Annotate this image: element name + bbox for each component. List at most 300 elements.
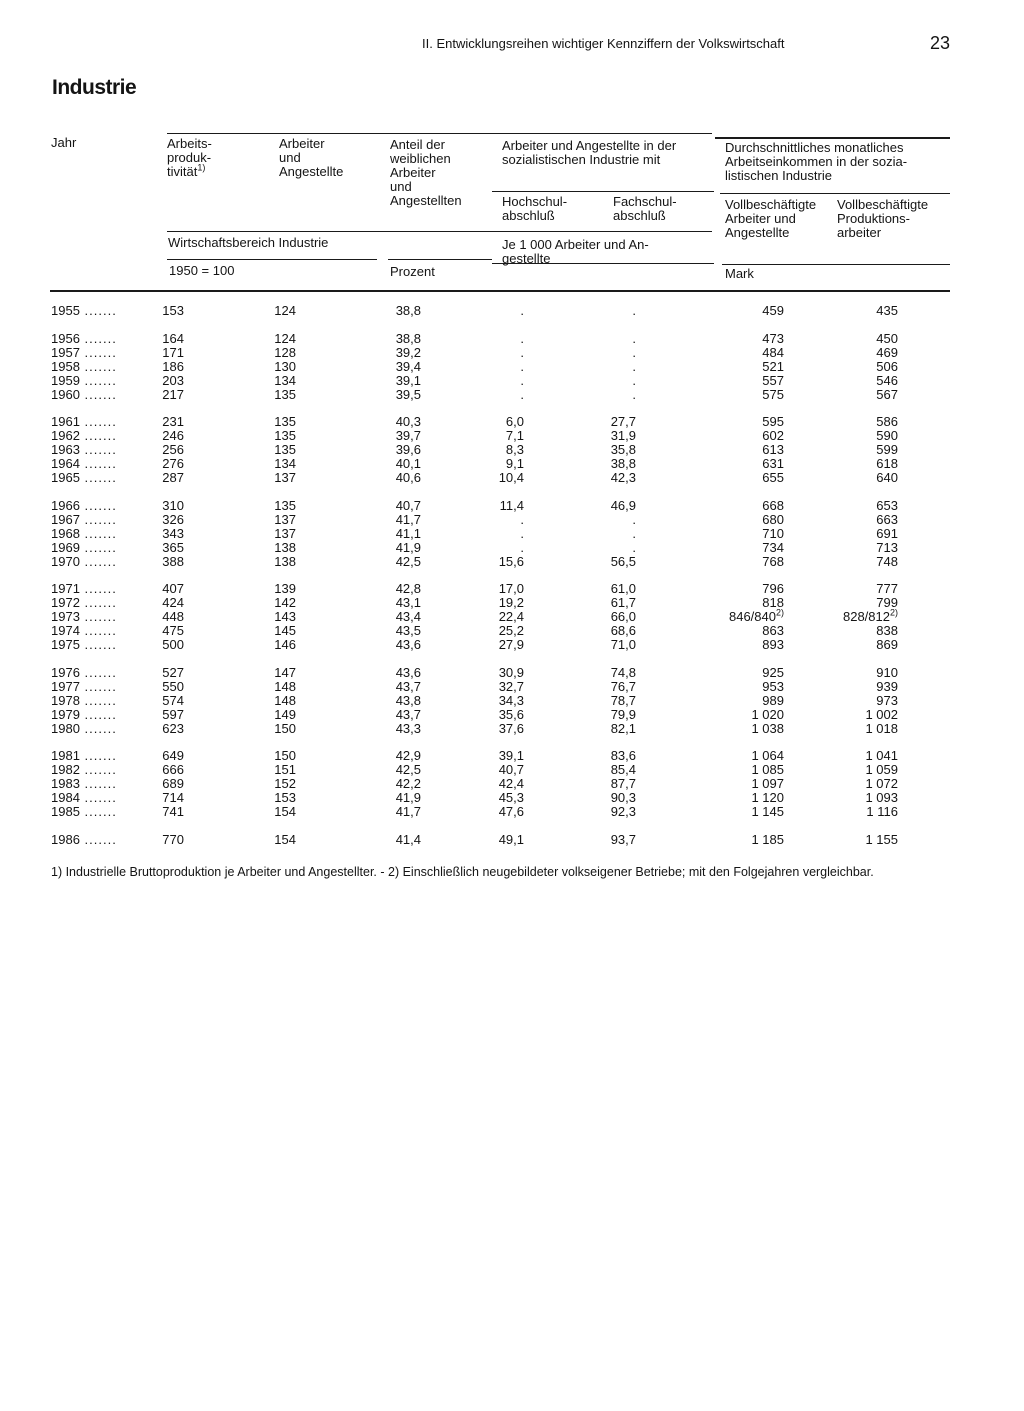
cell-vollbesch-arbeiter: 863 <box>762 623 784 639</box>
cell-vollbesch-arbeiter: 631 <box>762 456 784 472</box>
cell-hochschul: 42,4 <box>498 776 524 792</box>
cell-hochschul: 9,1 <box>505 456 524 472</box>
cell-vollbesch-arbeiter: 680 <box>762 511 784 527</box>
cell-fachschul: 46,9 <box>610 497 636 513</box>
year-leader-dots: ....... <box>79 497 117 513</box>
year-leader-dots: ....... <box>79 330 117 346</box>
year-value: 1958 <box>51 358 80 374</box>
cell-arbeitsproduktivitaet: 770 <box>162 831 184 847</box>
year-value: 1960 <box>51 386 80 402</box>
cell-year <box>51 374 117 388</box>
cell-arbeitsproduktivitaet: 231 <box>162 414 184 430</box>
cell-arbeiter-angestellte: 151 <box>274 762 296 778</box>
cell-vollbesch-arbeiter: 925 <box>762 664 784 680</box>
cell-anteil-weiblich: 43,3 <box>395 720 421 736</box>
header-einkommen-group: Durchschnittliches monatliches Arbeitseinkommen in der sozia- listischen Industrie <box>725 140 908 183</box>
cell-arbeiter-angestellte: 149 <box>274 706 296 722</box>
cell-hochschul: 8,3 <box>505 442 524 458</box>
year-value: 1979 <box>51 706 80 722</box>
year-value: 1982 <box>51 762 80 778</box>
cell-year <box>51 429 117 443</box>
cell-hochschul: . <box>520 303 524 318</box>
year-leader-dots: ....... <box>79 664 117 680</box>
cell-fachschul: 42,3 <box>610 470 636 485</box>
cell-arbeiter-angestellte: 154 <box>274 804 296 819</box>
year-value: 1976 <box>51 664 80 680</box>
cell-hochschul: 15,6 <box>498 553 524 569</box>
cell-anteil-weiblich: 39,7 <box>395 428 421 444</box>
year-value: 1962 <box>51 428 80 444</box>
year-leader-dots: ....... <box>79 344 117 360</box>
cell-arbeitsproduktivitaet: 310 <box>162 497 184 513</box>
cell-arbeitsproduktivitaet: 365 <box>162 539 184 555</box>
cell-arbeiter-angestellte: 146 <box>274 637 296 652</box>
year-leader-dots: ....... <box>79 706 117 722</box>
cell-hochschul: 17,0 <box>498 581 524 597</box>
cell-arbeiter-angestellte: 142 <box>274 595 296 611</box>
cell-arbeitsproduktivitaet: 649 <box>162 748 184 764</box>
year-value: 1972 <box>51 595 80 611</box>
cell-hochschul: 39,1 <box>498 748 524 764</box>
cell-vollbesch-produktion: 973 <box>876 692 898 708</box>
cell-year <box>51 304 117 318</box>
cell-arbeitsproduktivitaet: 407 <box>162 581 184 597</box>
cell-year <box>51 680 117 694</box>
cell-arbeiter-angestellte: 130 <box>274 358 296 374</box>
cell-arbeiter-angestellte: 135 <box>274 386 296 402</box>
cell-hochschul: 22,4 <box>498 609 524 625</box>
cell-vollbesch-arbeiter: 557 <box>762 372 784 388</box>
cell-vollbesch-produktion: 869 <box>876 637 898 652</box>
cell-anteil-weiblich: 41,9 <box>395 790 421 806</box>
cell-vollbesch-arbeiter: 818 <box>762 595 784 611</box>
cell-year <box>51 360 117 374</box>
cell-vollbesch-produktion: 435 <box>876 303 898 318</box>
cell-vollbesch-arbeiter: 989 <box>762 692 784 708</box>
cell-fachschul: 66,0 <box>610 609 636 625</box>
header-mark: Mark <box>725 266 754 281</box>
cell-fachschul: . <box>632 525 636 541</box>
cell-year <box>51 610 117 624</box>
cell-fachschul: 82,1 <box>610 720 636 736</box>
cell-hochschul: 6,0 <box>505 414 524 430</box>
cell-year <box>51 513 117 527</box>
cell-anteil-weiblich: 39,6 <box>395 442 421 458</box>
cell-vollbesch-produktion: 469 <box>876 344 898 360</box>
cell-anteil-weiblich: 43,7 <box>395 706 421 722</box>
cell-hochschul: 34,3 <box>498 692 524 708</box>
cell-anteil-weiblich: 38,8 <box>395 303 421 318</box>
year-value: 1975 <box>51 637 80 652</box>
cell-vollbesch-produktion: 1 155 <box>865 831 898 847</box>
cell-anteil-weiblich: 39,1 <box>395 372 421 388</box>
year-leader-dots: ....... <box>79 470 117 485</box>
cell-fachschul: . <box>632 386 636 402</box>
cell-anteil-weiblich: 41,9 <box>395 539 421 555</box>
cell-anteil-weiblich: 40,3 <box>395 414 421 430</box>
cell-vollbesch-produktion: 838 <box>876 623 898 639</box>
cell-hochschul: 10,4 <box>498 470 524 485</box>
cell-fachschul: 83,6 <box>610 748 636 764</box>
cell-arbeitsproduktivitaet: 164 <box>162 330 184 346</box>
cell-arbeitsproduktivitaet: 448 <box>162 609 184 625</box>
cell-anteil-weiblich: 42,5 <box>395 553 421 569</box>
year-value: 1985 <box>51 804 80 819</box>
cell-anteil-weiblich: 43,1 <box>395 595 421 611</box>
table-row <box>0 694 1024 708</box>
cell-hochschul: 45,3 <box>498 790 524 806</box>
cell-fachschul: 61,7 <box>610 595 636 611</box>
cell-vollbesch-produktion: 748 <box>876 553 898 569</box>
cell-vollbesch-arbeiter: 575 <box>762 386 784 402</box>
cell-hochschul: . <box>520 372 524 388</box>
prozent-rule <box>388 259 492 260</box>
year-value: 1973 <box>51 609 80 625</box>
cell-vollbesch-arbeiter: 602 <box>762 428 784 444</box>
header-vollbesch-produktion: Vollbeschäftigte Produktions- arbeiter <box>837 197 929 240</box>
year-value: 1974 <box>51 623 80 639</box>
cell-hochschul: 25,2 <box>498 623 524 639</box>
year-leader-dots: ....... <box>79 762 117 778</box>
cell-year <box>51 791 117 805</box>
cell-year <box>51 763 117 777</box>
cell-hochschul: . <box>520 525 524 541</box>
cell-arbeiter-angestellte: 138 <box>274 553 296 569</box>
cell-vollbesch-arbeiter: 473 <box>762 330 784 346</box>
cell-fachschul: 78,7 <box>610 692 636 708</box>
cell-arbeiter-angestellte: 137 <box>274 525 296 541</box>
cell-hochschul: 37,6 <box>498 720 524 736</box>
cell-fachschul: 79,9 <box>610 706 636 722</box>
year-leader-dots: ....... <box>79 525 117 541</box>
cell-hochschul: 35,6 <box>498 706 524 722</box>
year-value: 1968 <box>51 525 80 541</box>
year-value: 1984 <box>51 790 80 806</box>
cell-vollbesch-produktion: 1 116 <box>866 804 898 819</box>
year-value: 1986 <box>51 831 80 847</box>
table-row <box>0 805 1024 819</box>
cell-fachschul: 56,5 <box>610 553 636 569</box>
cell-arbeiter-angestellte: 152 <box>274 776 296 792</box>
year-leader-dots: ....... <box>79 372 117 388</box>
year-leader-dots: ....... <box>79 539 117 555</box>
cell-year <box>51 749 117 763</box>
cell-hochschul: 11,4 <box>499 497 524 513</box>
footnote-ref-2: 2) <box>889 607 898 618</box>
cell-anteil-weiblich: 41,4 <box>395 831 421 847</box>
cell-arbeitsproduktivitaet: 689 <box>162 776 184 792</box>
cell-vollbesch-arbeiter: 1 020 <box>751 706 784 722</box>
cell-fachschul: 31,9 <box>610 428 636 444</box>
cell-arbeitsproduktivitaet: 276 <box>162 456 184 472</box>
cell-vollbesch-arbeiter: 734 <box>762 539 784 555</box>
cell-vollbesch-produktion: 506 <box>876 358 898 374</box>
cell-vollbesch-produktion: 567 <box>876 386 898 402</box>
cell-arbeitsproduktivitaet: 424 <box>162 595 184 611</box>
running-head: II. Entwicklungsreihen wichtiger Kennziffern der Volkswirtschaft <box>422 36 785 51</box>
cell-arbeitsproduktivitaet: 343 <box>162 525 184 541</box>
table-row <box>0 666 1024 680</box>
cell-arbeiter-angestellte: 135 <box>274 442 296 458</box>
cell-vollbesch-arbeiter: 668 <box>762 497 784 513</box>
cell-vollbesch-produktion: 1 059 <box>865 762 898 778</box>
cell-anteil-weiblich: 41,7 <box>395 511 421 527</box>
cell-vollbesch-produktion: 663 <box>876 511 898 527</box>
group-rule-sozialistisch <box>492 191 714 192</box>
cell-vollbesch-produktion: 618 <box>876 456 898 472</box>
table-row <box>0 607 1024 625</box>
cell-hochschul: . <box>520 511 524 527</box>
table-row <box>0 722 1024 736</box>
cell-vollbesch-arbeiter: 893 <box>762 637 784 652</box>
cell-anteil-weiblich: 41,1 <box>395 525 421 541</box>
cell-arbeitsproduktivitaet: 186 <box>162 358 184 374</box>
cell-hochschul: . <box>520 358 524 374</box>
cell-arbeiter-angestellte: 139 <box>274 581 296 597</box>
table-row <box>0 582 1024 596</box>
cell-anteil-weiblich: 42,9 <box>395 748 421 764</box>
header-wirtschaftsbereich: Wirtschaftsbereich Industrie <box>168 235 329 250</box>
cell-anteil-weiblich: 38,8 <box>395 330 421 346</box>
cell-vollbesch-produktion: 939 <box>876 678 898 694</box>
cell-year <box>51 346 117 360</box>
cell-anteil-weiblich: 40,7 <box>395 497 421 513</box>
page-number: 23 <box>930 33 951 53</box>
cell-year <box>51 777 117 791</box>
cell-hochschul: . <box>520 539 524 555</box>
cell-vollbesch-arbeiter: 796 <box>762 581 784 597</box>
cell-vollbesch-arbeiter: 710 <box>762 525 784 541</box>
table-row <box>0 791 1024 805</box>
cell-anteil-weiblich: 43,4 <box>395 609 421 625</box>
cell-fachschul: . <box>632 303 636 318</box>
cell-vollbesch-arbeiter: 595 <box>762 414 784 430</box>
cell-year <box>51 805 117 819</box>
group-rule-einkommen <box>720 193 950 194</box>
year-value: 1961 <box>51 414 80 430</box>
cell-arbeitsproduktivitaet: 741 <box>162 804 184 819</box>
cell-vollbesch-produktion: 1 018 <box>865 720 898 736</box>
wirtschaftsbereich-rule-top <box>167 231 712 232</box>
cell-arbeitsproduktivitaet: 527 <box>162 664 184 680</box>
header-fachschul: Fachschul- abschluß <box>613 194 677 223</box>
cell-arbeiter-angestellte: 147 <box>274 664 296 680</box>
cell-arbeiter-angestellte: 154 <box>274 831 296 847</box>
cell-vollbesch-arbeiter: 484 <box>762 344 784 360</box>
header-vollbesch-arbeiter: Vollbeschäftigte Arbeiter und Angestellte <box>725 197 817 240</box>
mark-rule <box>722 264 950 265</box>
cell-arbeiter-angestellte: 135 <box>274 497 296 513</box>
year-value: 1957 <box>51 344 80 360</box>
cell-arbeitsproduktivitaet: 666 <box>162 762 184 778</box>
table-row <box>0 304 1024 318</box>
table-row <box>0 429 1024 443</box>
year-leader-dots: ....... <box>79 358 117 374</box>
cell-fachschul: 35,8 <box>610 442 636 458</box>
header-jahr: Jahr <box>51 135 77 150</box>
table-row <box>0 457 1024 471</box>
cell-vollbesch-arbeiter: 1 185 <box>751 831 784 847</box>
cell-arbeitsproduktivitaet: 217 <box>162 386 184 402</box>
cell-year <box>51 638 117 652</box>
cell-anteil-weiblich: 43,6 <box>395 637 421 652</box>
year-value: 1983 <box>51 776 80 792</box>
header-index-base: 1950 = 100 <box>169 263 235 278</box>
table-row <box>0 388 1024 402</box>
cell-fachschul: . <box>632 330 636 346</box>
section-title: Industrie <box>52 76 137 99</box>
cell-arbeitsproduktivitaet: 326 <box>162 511 184 527</box>
year-value: 1981 <box>51 748 80 764</box>
footnote-ref-2: 2) <box>775 607 784 618</box>
year-value: 1956 <box>51 330 80 346</box>
cell-vollbesch-arbeiter: 521 <box>762 358 784 374</box>
table-row <box>0 638 1024 652</box>
cell-arbeitsproduktivitaet: 388 <box>162 553 184 569</box>
cell-arbeiter-angestellte: 153 <box>274 790 296 806</box>
cell-arbeiter-angestellte: 138 <box>274 539 296 555</box>
cell-year <box>51 582 117 596</box>
cell-hochschul: . <box>520 330 524 346</box>
cell-fachschul: 71,0 <box>610 637 636 652</box>
year-leader-dots: ....... <box>79 637 117 652</box>
year-leader-dots: ....... <box>79 303 117 318</box>
year-leader-dots: ....... <box>79 692 117 708</box>
cell-arbeiter-angestellte: 145 <box>274 623 296 639</box>
year-value: 1980 <box>51 720 80 736</box>
cell-hochschul: 19,2 <box>498 595 524 611</box>
cell-vollbesch-produktion: 713 <box>876 539 898 555</box>
cell-fachschul: . <box>632 372 636 388</box>
cell-year <box>51 443 117 457</box>
year-value: 1964 <box>51 456 80 472</box>
cell-year <box>51 499 117 513</box>
cell-arbeiter-angestellte: 137 <box>274 470 296 485</box>
table-row <box>0 555 1024 569</box>
cell-arbeiter-angestellte: 128 <box>274 344 296 360</box>
cell-hochschul: 32,7 <box>498 678 524 694</box>
year-value: 1965 <box>51 470 80 485</box>
cell-vollbesch-produktion: 910 <box>876 664 898 680</box>
cell-year <box>51 708 117 722</box>
cell-arbeitsproduktivitaet: 623 <box>162 720 184 736</box>
year-leader-dots: ....... <box>79 609 117 625</box>
cell-anteil-weiblich: 39,5 <box>395 386 421 402</box>
wirtschaftsbereich-rule-left <box>167 259 377 260</box>
cell-year <box>51 415 117 429</box>
cell-anteil-weiblich: 39,4 <box>395 358 421 374</box>
footnote: 1) Industrielle Bruttoproduktion je Arbeiter und Angestellter. - 2) Einschließlich neugebildeter volkseigener Betriebe; mit den Folgejahren vergleichbar. <box>51 865 874 879</box>
year-leader-dots: ....... <box>79 386 117 402</box>
cell-year <box>51 722 117 736</box>
cell-hochschul: 49,1 <box>498 831 524 847</box>
cell-anteil-weiblich: 42,8 <box>395 581 421 597</box>
cell-arbeiter-angestellte: 135 <box>274 428 296 444</box>
cell-hochschul: 30,9 <box>498 664 524 680</box>
cell-vollbesch-produktion: 777 <box>876 581 898 597</box>
table-row <box>0 374 1024 388</box>
header-bottom-rule <box>50 290 950 292</box>
table-row <box>0 346 1024 360</box>
year-leader-dots: ....... <box>79 720 117 736</box>
year-value: 1969 <box>51 539 80 555</box>
header-top-rule <box>167 133 712 134</box>
cell-year <box>51 596 117 610</box>
cell-vollbesch-arbeiter: 613 <box>762 442 784 458</box>
cell-year <box>51 833 117 847</box>
cell-vollbesch-produktion: 799 <box>876 595 898 611</box>
cell-arbeiter-angestellte: 135 <box>274 414 296 430</box>
cell-year <box>51 555 117 569</box>
table-row <box>0 749 1024 763</box>
table-row <box>0 777 1024 791</box>
cell-fachschul: 92,3 <box>610 804 636 819</box>
cell-fachschul: 87,7 <box>610 776 636 792</box>
cell-vollbesch-produktion: 828/812$^{2)}$ <box>842 607 898 625</box>
table-row <box>0 708 1024 722</box>
cell-arbeitsproduktivitaet: 246 <box>162 428 184 444</box>
cell-anteil-weiblich: 43,5 <box>395 623 421 639</box>
cell-anteil-weiblich: 40,1 <box>395 456 421 472</box>
year-leader-dots: ....... <box>79 748 117 764</box>
cell-anteil-weiblich: 39,2 <box>395 344 421 360</box>
cell-vollbesch-produktion: 1 072 <box>865 776 898 792</box>
cell-arbeiter-angestellte: 150 <box>274 748 296 764</box>
header-sozialistische-group: Arbeiter und Angestellte in der sozialistischen Industrie mit <box>502 138 677 167</box>
table-row <box>0 624 1024 638</box>
cell-year <box>51 541 117 555</box>
year-leader-dots: ....... <box>79 776 117 792</box>
cell-vollbesch-arbeiter: 459 <box>762 303 784 318</box>
footnote-ref-1: 1) <box>197 162 206 173</box>
cell-anteil-weiblich: 41,7 <box>395 804 421 819</box>
cell-arbeitsproduktivitaet: 550 <box>162 678 184 694</box>
cell-fachschul: . <box>632 358 636 374</box>
cell-vollbesch-produktion: 1 002 <box>865 706 898 722</box>
cell-vollbesch-arbeiter: 953 <box>762 678 784 694</box>
year-value: 1963 <box>51 442 80 458</box>
cell-year <box>51 471 117 485</box>
year-leader-dots: ....... <box>79 442 117 458</box>
cell-arbeitsproduktivitaet: 500 <box>162 637 184 652</box>
cell-year <box>51 694 117 708</box>
cell-vollbesch-arbeiter: 1 038 <box>751 720 784 736</box>
table-row <box>0 471 1024 485</box>
cell-fachschul: 85,4 <box>610 762 636 778</box>
year-leader-dots: ....... <box>79 428 117 444</box>
cell-fachschul: 68,6 <box>610 623 636 639</box>
year-leader-dots: ....... <box>79 595 117 611</box>
year-value: 1977 <box>51 678 80 694</box>
cell-vollbesch-produktion: 599 <box>876 442 898 458</box>
cell-vollbesch-produktion: 546 <box>876 372 898 388</box>
cell-hochschul: 27,9 <box>498 637 524 652</box>
year-leader-dots: ....... <box>79 831 117 847</box>
cell-fachschul: 27,7 <box>610 414 636 430</box>
table-row <box>0 415 1024 429</box>
year-value: 1970 <box>51 553 80 569</box>
year-leader-dots: ....... <box>79 790 117 806</box>
table-row <box>0 541 1024 555</box>
cell-arbeiter-angestellte: 150 <box>274 720 296 736</box>
year-leader-dots: ....... <box>79 804 117 819</box>
cell-arbeiter-angestellte: 124 <box>274 330 296 346</box>
cell-arbeitsproduktivitaet: 287 <box>162 470 184 485</box>
cell-arbeitsproduktivitaet: 574 <box>162 692 184 708</box>
cell-fachschul: 93,7 <box>610 831 636 847</box>
cell-vollbesch-produktion: 586 <box>876 414 898 430</box>
cell-hochschul: 40,7 <box>498 762 524 778</box>
